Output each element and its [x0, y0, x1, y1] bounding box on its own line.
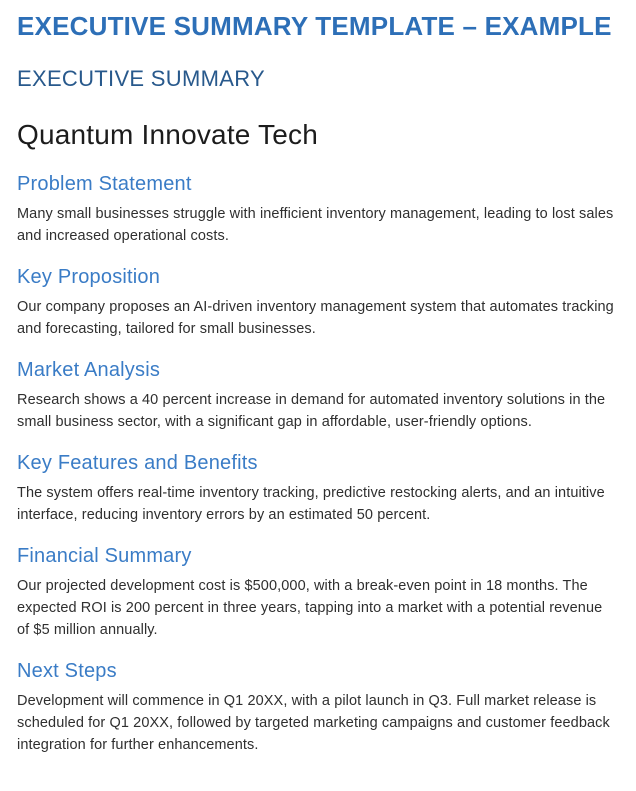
document-section — [17, 544, 616, 641]
document-heading: EXECUTIVE SUMMARY — [17, 66, 265, 91]
section-paragraph: Our projected development cost is $500,000, with a break-even point in 18 months. The expected ROI is 200 percent in three years, tapping into a market with a potential revenue of $5 million annually. — [17, 578, 603, 638]
sections-container — [17, 172, 616, 756]
section-paragraph: Our company proposes an AI-driven inventory management system that automates tracking and forecasting, tailored for small businesses. — [17, 299, 614, 337]
section-heading: Next Steps — [17, 660, 117, 682]
section-heading: Financial Summary — [17, 545, 192, 567]
document-section — [17, 172, 616, 247]
section-paragraph: The system offers real-time inventory tracking, predictive restocking alerts, and an intuitive interface, reducing inventory errors by an estimated 50 percent. — [17, 485, 605, 523]
document-section — [17, 451, 616, 526]
section-heading: Key Features and Benefits — [17, 452, 258, 474]
section-heading: Key Proposition — [17, 266, 161, 288]
document-section — [17, 265, 616, 340]
document-section — [17, 358, 616, 433]
section-paragraph: Many small businesses struggle with inefficient inventory management, leading to lost sales and increased operational costs. — [17, 206, 614, 244]
section-paragraph: Development will commence in Q1 20XX, with a pilot launch in Q3. Full market release is scheduled for Q1 20XX, followed by targeted marketing campaigns and customer feedback integration for further enhancements. — [17, 693, 610, 753]
section-paragraph: Research shows a 40 percent increase in demand for automated inventory solutions in the small business sector, with a significant gap in affordable, user-friendly options. — [17, 392, 606, 430]
company-name: Quantum Innovate Tech — [17, 119, 318, 150]
section-heading: Market Analysis — [17, 359, 161, 381]
document-section — [17, 659, 616, 756]
page-title: EXECUTIVE SUMMARY TEMPLATE – EXAMPLE — [17, 11, 612, 41]
section-heading: Problem Statement — [17, 173, 192, 195]
